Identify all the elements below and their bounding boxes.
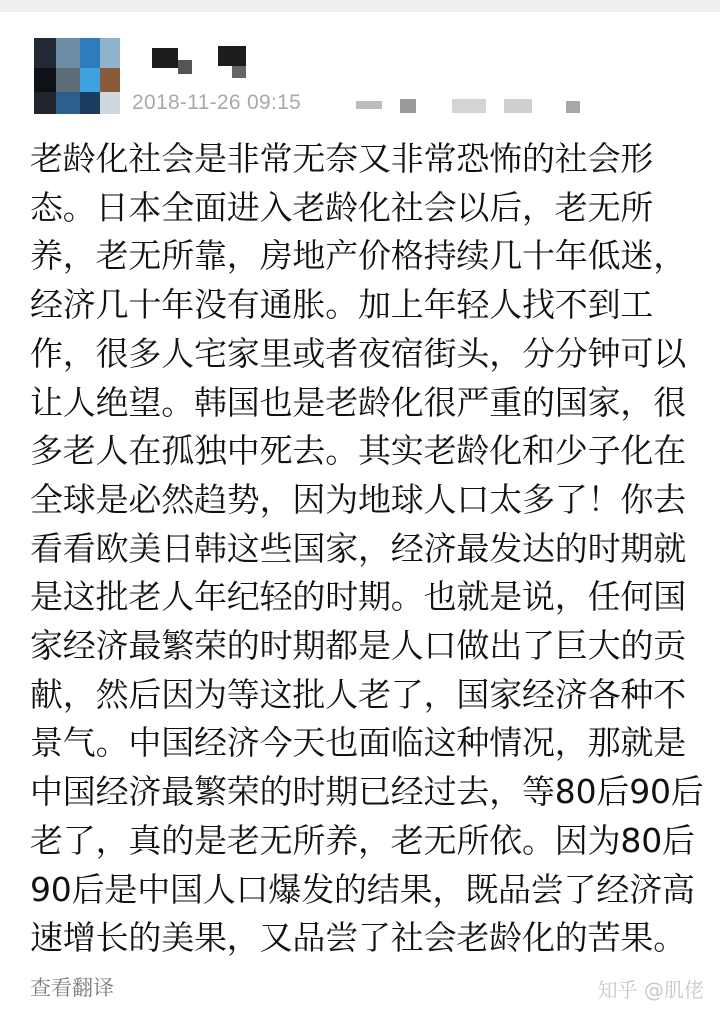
watermark: 知乎 @肌佬 <box>597 978 704 1002</box>
post-line: 献，然后因为等这批人老了，国家经济各种不 <box>30 674 687 714</box>
post-line: 老龄化社会是非常无奈又非常恐怖的社会形 <box>30 139 654 178</box>
avatar[interactable] <box>34 38 120 114</box>
post-line: 态。日本全面进入老龄化社会以后，老无所 <box>30 187 654 227</box>
post-line: 老了，真的是老无所养，老无所依。因为80后 <box>30 820 695 860</box>
post-line: 中国经济最繁荣的时期已经过去，等80后90后 <box>30 772 704 812</box>
post-line: 是这批老人年纪轻的时期。也就是说，任何国 <box>30 577 687 617</box>
post-body <box>30 135 704 963</box>
post-line: 让人绝望。韩国也是老龄化很严重的国家，很 <box>30 382 687 422</box>
translate-link[interactable]: 查看翻译 <box>30 976 114 1000</box>
post-line: 经济几十年没有通胀。加上年轻人找不到工 <box>30 285 654 325</box>
post-line: 看看欧美日韩这些国家，经济最发达的时期就 <box>30 528 687 568</box>
post-line: 全球是必然趋势，因为地球人口太多了！你去 <box>30 479 687 519</box>
post-line: 多老人在孤独中死去。其实老龄化和少子化在 <box>30 431 687 471</box>
post-line: 90后是中国人口爆发的结果，既品尝了经济高 <box>30 869 695 909</box>
username-redacted[interactable] <box>148 42 258 86</box>
post-line: 作，很多人宅家里或者夜宿街头，分分钟可以 <box>30 333 687 373</box>
post-line: 景气。中国经济今天也面临这种情况，那就是 <box>30 723 687 763</box>
top-bar <box>0 0 720 12</box>
post-timestamp: 2018-11-26 09:15 <box>132 91 302 114</box>
post-line: 速增长的美果，又品尝了社会老龄化的苦果。 <box>30 918 687 958</box>
meta-redacted <box>356 95 596 119</box>
post-line: 家经济最繁荣的时期都是人口做出了巨大的贡 <box>30 626 687 666</box>
post-line: 养，老无所靠，房地产价格持续几十年低迷， <box>30 236 687 276</box>
